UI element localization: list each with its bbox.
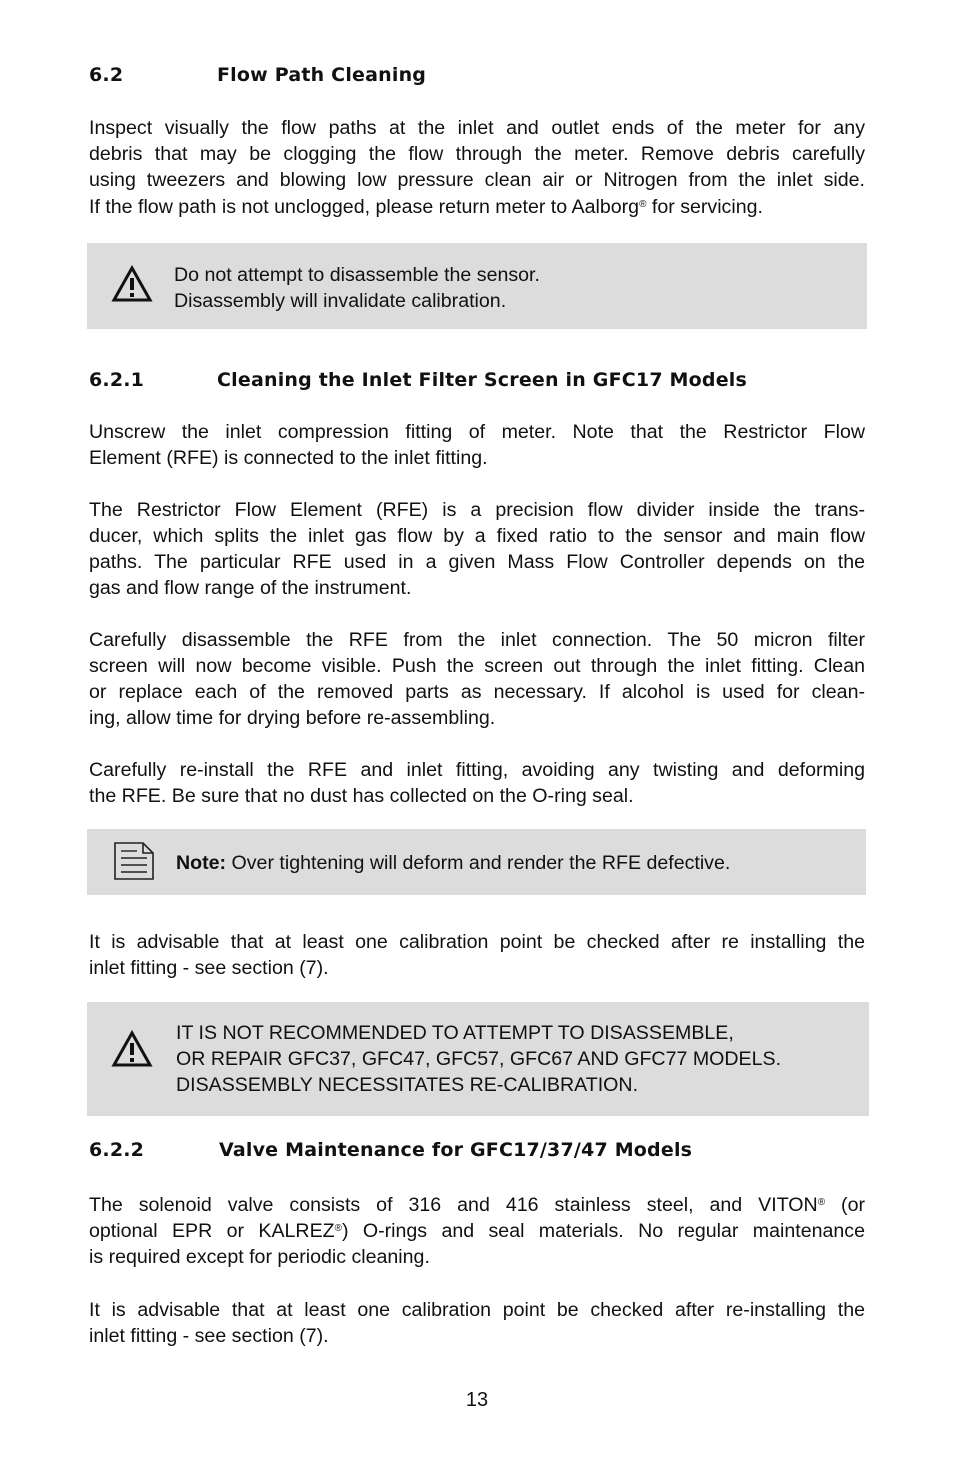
warning-text [176, 1020, 781, 1098]
paragraph-calibration-advice [89, 929, 865, 981]
section-number: 6.2.1 [89, 369, 145, 391]
section-title: Flow Path Cleaning [217, 64, 427, 86]
section-title: Cleaning the Inlet Filter Screen in GFC17 Models [217, 369, 748, 391]
section-title: Valve Maintenance for GFC17/37/47 Models [219, 1139, 693, 1161]
warning-box-sensor [87, 243, 867, 329]
section-heading-6-2-1 [89, 368, 747, 392]
paragraph-line: debris that may be clogging the flow through the meter. Remove debris carefully [89, 143, 865, 165]
paragraph-solenoid-valve [89, 1192, 865, 1270]
registered-mark: ® [817, 1197, 826, 1208]
paragraph-line: Unscrew the inlet compression fitting of meter. Note that the Restrictor Flow [89, 421, 865, 443]
text-run: optional EPR or KALREZ [89, 1220, 335, 1242]
paragraph-line: Element (RFE) is connected to the inlet fitting. [89, 447, 488, 469]
paragraph-calibration-advice-2 [89, 1297, 865, 1349]
page-number: 13 [465, 1389, 489, 1411]
paragraph-line: paths. The particular RFE used in a given Mass Flow Controller depends on the [89, 551, 865, 573]
text-run: ) O-rings and seal materials. No regular maintenance [342, 1220, 865, 1242]
note-box [87, 829, 866, 895]
paragraph-line: It is advisable that at least one calibration point be checked after re-installing the [89, 1299, 865, 1321]
warning-line: OR REPAIR GFC37, GFC47, GFC57, GFC67 AND GFC77 MODELS. [176, 1048, 782, 1070]
paragraph-line: inlet fitting - see section (7). [89, 1325, 329, 1347]
section-number: 6.2.2 [89, 1139, 145, 1161]
warning-line: IT IS NOT RECOMMENDED TO ATTEMPT TO DISASSEMBLE, [176, 1022, 734, 1044]
warning-line: DISASSEMBLY NECESSITATES RE-CALIBRATION. [176, 1074, 639, 1096]
paragraph-line: Inspect visually the flow paths at the inlet and outlet ends of the meter for any [89, 117, 865, 139]
registered-mark: ® [334, 1223, 342, 1234]
paragraph-line [89, 1192, 865, 1218]
text-run: (or [825, 1194, 866, 1216]
paragraph-line [89, 1218, 865, 1244]
paragraph-line: ing, allow time for drying before re-assembling. [89, 707, 496, 729]
paragraph-line: or replace each of the removed parts as necessary. If alcohol is used for clean- [89, 681, 865, 703]
section-heading-6-2-2 [89, 1138, 692, 1162]
section-heading-6-2 [89, 63, 426, 87]
paragraph-line: It is advisable that at least one calibration point be checked after re installing the [89, 931, 865, 953]
note-text [176, 850, 730, 876]
paragraph-disassemble-rfe [89, 627, 865, 731]
paragraph-line [89, 194, 865, 220]
warning-line: Do not attempt to disassemble the sensor. [174, 264, 540, 286]
warning-text [174, 262, 540, 314]
paragraph-line: Carefully re-install the RFE and inlet fitting, avoiding any twisting and deforming [89, 759, 865, 781]
paragraph-line: Carefully disassemble the RFE from the inlet connection. The 50 micron filter [89, 629, 865, 651]
note-body: Over tightening will deform and render the RFE defective. [226, 852, 731, 874]
warning-box-repair [87, 1002, 869, 1116]
paragraph-rfe-description [89, 497, 865, 601]
paragraph-line: ducer, which splits the inlet gas flow by a fixed ratio to the sensor and main flow [89, 525, 865, 547]
paragraph-reinstall-rfe [89, 757, 865, 809]
note-document-icon [113, 841, 155, 886]
paragraph-line: the RFE. Be sure that no dust has collected on the O-ring seal. [89, 785, 634, 807]
text-run: The solenoid valve consists of 316 and 416 stainless steel, and VITON [89, 1194, 818, 1216]
paragraph-line: gas and flow range of the instrument. [89, 577, 412, 599]
warning-triangle-icon [111, 1030, 153, 1073]
note-label: Note: [176, 852, 227, 874]
paragraph-line: using tweezers and blowing low pressure clean air or Nitrogen from the inlet side. [89, 169, 865, 191]
paragraph-unscrew-fitting [89, 419, 865, 471]
registered-mark: ® [639, 199, 647, 210]
paragraph-line: screen will now become visible. Push the screen out through the inlet fitting. Clean [89, 655, 865, 677]
paragraph-flow-path-inspection [89, 115, 865, 220]
paragraph-line: The Restrictor Flow Element (RFE) is a precision flow divider inside the trans- [89, 499, 865, 521]
text-run: for servicing. [646, 196, 763, 218]
warning-line: Disassembly will invalidate calibration. [174, 290, 507, 312]
paragraph-line: inlet fitting - see section (7). [89, 957, 329, 979]
text-run: If the flow path is not unclogged, please return meter to Aalborg [89, 196, 640, 218]
paragraph-line: is required except for periodic cleaning. [89, 1246, 430, 1268]
warning-triangle-icon [111, 265, 153, 308]
section-number: 6.2 [89, 64, 124, 86]
